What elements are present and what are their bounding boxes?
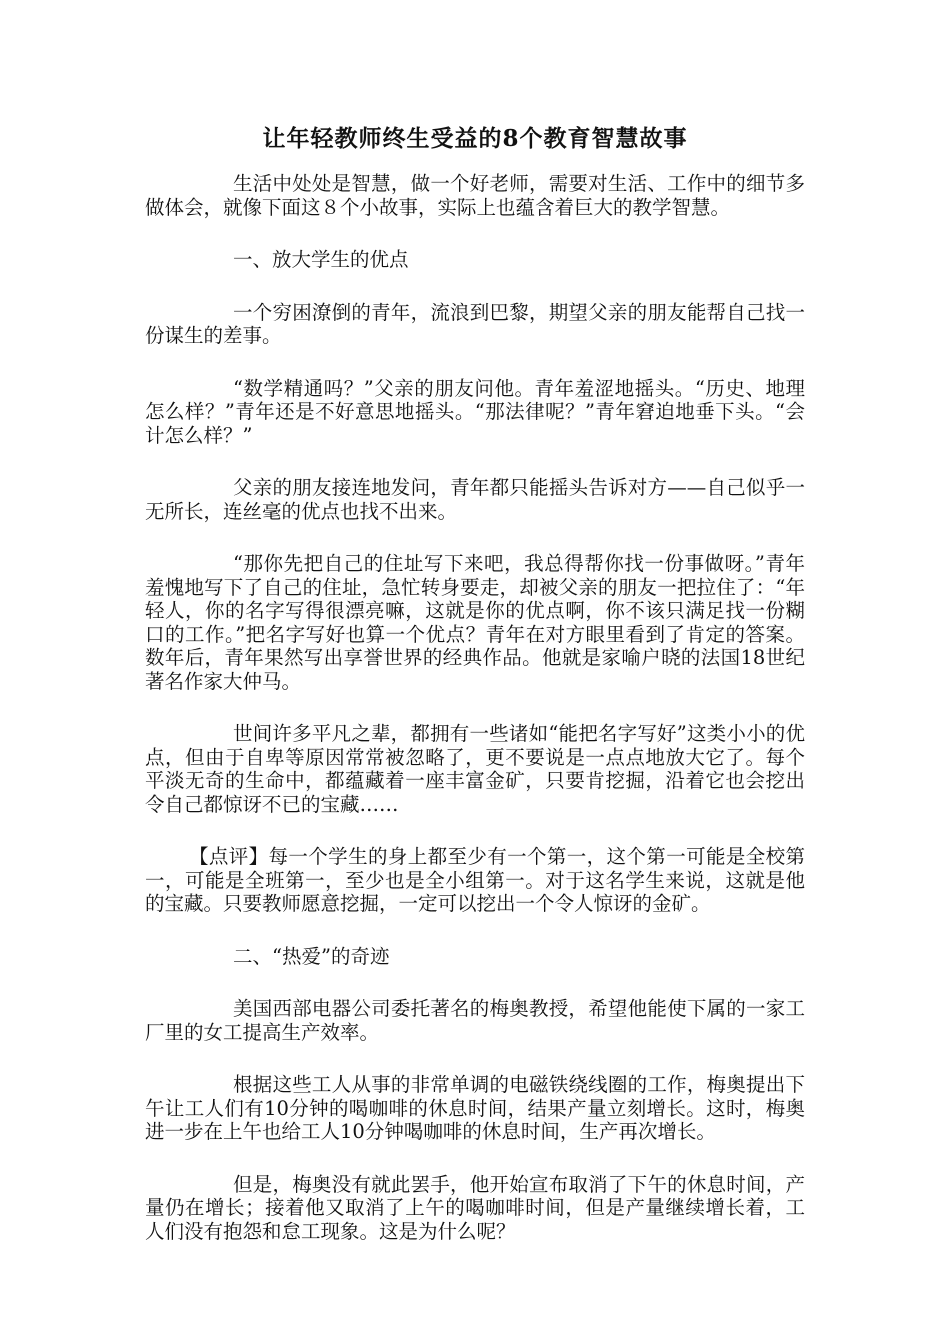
story-paragraph: 父亲的朋友接连地发问，青年都只能摇头告诉对方——自己似乎一无所长，连丝毫的优点也找不出来。: [145, 476, 805, 523]
section-heading-1: 一、放大学生的优点: [233, 248, 409, 271]
intro-paragraph: 生活中处处是智慧，做一个好老师，需要对生活、工作中的细节多做体会，就像下面这８个小故事，实际上也蕴含着巨大的教学智慧。: [145, 172, 805, 219]
section-heading-2: 二、“热爱”的奇迹: [233, 944, 390, 968]
story-paragraph: 美国西部电器公司委托著名的梅奥教授，希望他能使下属的一家工厂里的女工提高生产效率。: [145, 997, 805, 1044]
story-paragraph: 一个穷困潦倒的青年，流浪到巴黎，期望父亲的朋友能帮自己找一份谋生的差事。: [145, 300, 805, 347]
review-paragraph: 【点评】每一个学生的身上都至少有一个第一，这个第一可能是全校第一，可能是全班第一，至少也是全小组第一。对于这名学生来说，这就是他的宝藏。只要教师愿意挖掘，一定可以挖出一个令人惊讶的金矿。: [145, 845, 805, 915]
story-paragraph: 根据这些工人从事的非常单调的电磁铁绕线圈的工作，梅奥提出下午让工人们有10分钟的喝咖啡的休息时间，结果产量立刻增长。这时，梅奥进一步在上午也给工人10分钟喝咖啡的休息时间，生产再次增长。: [145, 1073, 805, 1143]
story-paragraph: “那你先把自己的住址写下来吧，我总得帮你找一份事做呀。”青年羞愧地写下了自己的住址，急忙转身要走，却被父亲的朋友一把拉住了：“年轻人，你的名字写得很漂亮嘛，这就是你的优点啊，你不该只满足找一份糊口的工作。”把名字写好也算一个优点？青年在对方眼里看到了肯定的答案。数年后，青年果然写出享誉世界的经典作品。他就是家喻户晓的法国18世纪著名作家大仲马。: [145, 552, 805, 693]
story-paragraph: “数学精通吗？”父亲的朋友问他。青年羞涩地摇头。“历史、地理怎么样？”青年还是不好意思地摇头。“那法律呢？”青年窘迫地垂下头。“会计怎么样？”: [145, 376, 805, 447]
story-paragraph: 世间许多平凡之辈，都拥有一些诸如“能把名字写好”这类小小的优点，但由于自卑等原因常常被忽略了，更不要说是一点点地放大它了。每个平淡无奇的生命中，都蕴藏着一座丰富金矿，只要肯挖掘，沿着它也会挖出令自己都惊讶不已的宝藏……: [145, 722, 805, 816]
document-body: [145, 172, 805, 1272]
document-title: 让年轻教师终生受益的8个教育智慧故事: [262, 125, 688, 152]
story-paragraph: 但是，梅奥没有就此罢手，他开始宣布取消了下午的休息时间，产量仍在增长；接着他又取消了上午的喝咖啡时间，但是产量继续增长着，工人们没有抱怨和怠工现象。这是为什么呢？: [145, 1172, 805, 1243]
